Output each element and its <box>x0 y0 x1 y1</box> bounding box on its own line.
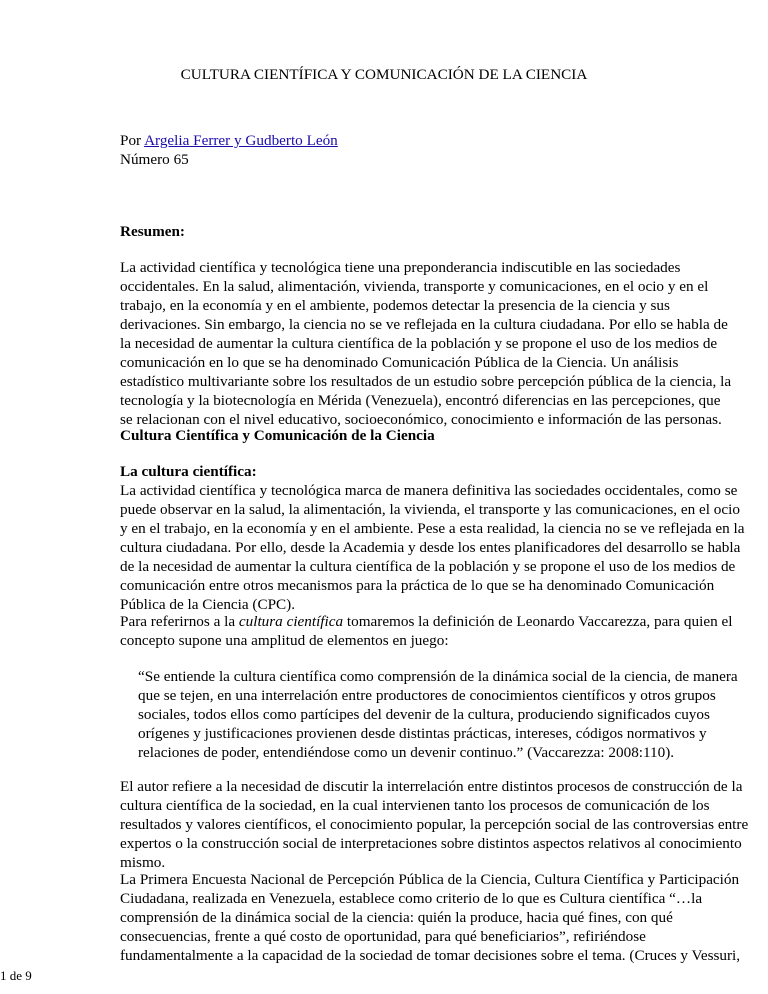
abstract-paragraph: La actividad científica y tecnológica tiene una preponderancia indiscutible en las sociedades occidentales. En la salud, alimentación, vivienda, transporte y comunicaciones, en el ocio y en el trabajo, en la economía y en el ambiente, podemos detectar la presencia de la ciencia y sus derivaciones. Sin embargo, la ciencia no se ve reflejada en la cultura ciudadana. Por ello se habla de la necesidad de aumentar la cultura científica de la población y se propone el uso de los medios de comunicación en lo que se ha denominado Comunicación Pública de la Ciencia. Un análisis estadístico multivariante sobre los resultados de un estudio sobre percepción pública de la ciencia, la tecnología y la biotecnología en Mérida (Venezuela), encontró diferencias en las percepciones, que se relacionan con el nivel educativo, socioeconómico, conocimiento e información de las personas. <box>120 259 732 428</box>
byline-prefix: Por <box>120 132 145 149</box>
issue-number: Número 65 <box>120 151 189 168</box>
paragraph-2-emphasis: cultura científica <box>238 613 344 630</box>
section-heading: Cultura Científica y Comunicación de la Ciencia <box>120 427 435 444</box>
block-quote: “Se entiende la cultura científica como comprensión de la dinámica social de la ciencia, de manera que se tejen, en una interrelación entre productores de conocimientos científicos y otros grupos sociales, todos ellos como partícipes del devenir de la cultura, produciendo significados cuyos orígenes y justificaciones provienen desde distintas prácticas, intereses, códigos normativos y relaciones de poder, entendiéndose como un devenir continuo.” (Vaccarezza: 2008:110). <box>138 668 738 761</box>
paragraph-2-start: Para referirnos a la <box>120 613 239 630</box>
byline <box>120 131 338 150</box>
paragraph-2 <box>120 612 750 650</box>
paragraph-3: El autor refiere a la necesidad de discutir la interrelación entre distintos procesos de construcción de la cultura científica de la sociedad, en la cual intervienen tanto los procesos de comunicación de los resultados y valores científicos, el conocimiento popular, la percepción social de las controversias entre expertos o la construcción social de interpretaciones sobre distintos aspectos relativos al conocimiento mismo. <box>120 778 749 871</box>
authors-link[interactable]: Argelia Ferrer y Gudberto León <box>144 132 338 149</box>
abstract-heading: Resumen: <box>120 223 185 240</box>
paragraph-2-end: tomaremos la definición de Leonardo Vaccarezza, para quien el concepto supone una amplitud de elementos en juego: <box>120 613 733 649</box>
subsection-heading: La cultura científica: <box>120 463 257 480</box>
paragraph-1: La actividad científica y tecnológica marca de manera definitiva las sociedades occidentales, como se puede observar en la salud, la alimentación, la vivienda, el transporte y las comunicaciones, en el ocio y en el trabajo, en la economía y en el ambiente. Pese a esta realidad, la ciencia no se ve reflejada en la cultura ciudadana. Por ello, desde la Academia y desde los entes planificadores del desarrollo se habla de la necesidad de aumentar la cultura científica de la población y se propone el uso de los medios de comunicación entre otros mecanismos para la práctica de lo que se ha denominado Comunicación Pública de la Ciencia (CPC). <box>120 482 745 613</box>
paragraph-4: La Primera Encuesta Nacional de Percepción Pública de la Ciencia, Cultura Científica y Participación Ciudadana, realizada en Venezuela, establece como criterio de lo que es Cultura científica “…la comprensión de la dinámica social de la ciencia: quién la produce, hacia qué fines, con qué consecuencias, frente a qué costo de oportunidad, para qué beneficiarios”, refiriéndose fundamentalmente a la capacidad de la sociedad de tomar decisiones sobre el tema. (Cruces y Vessuri, <box>120 871 741 964</box>
page-footer: 1 de 9 <box>0 968 32 983</box>
document-title: CULTURA CIENTÍFICA Y COMUNICACIÓN DE LA CIENCIA <box>180 66 588 83</box>
